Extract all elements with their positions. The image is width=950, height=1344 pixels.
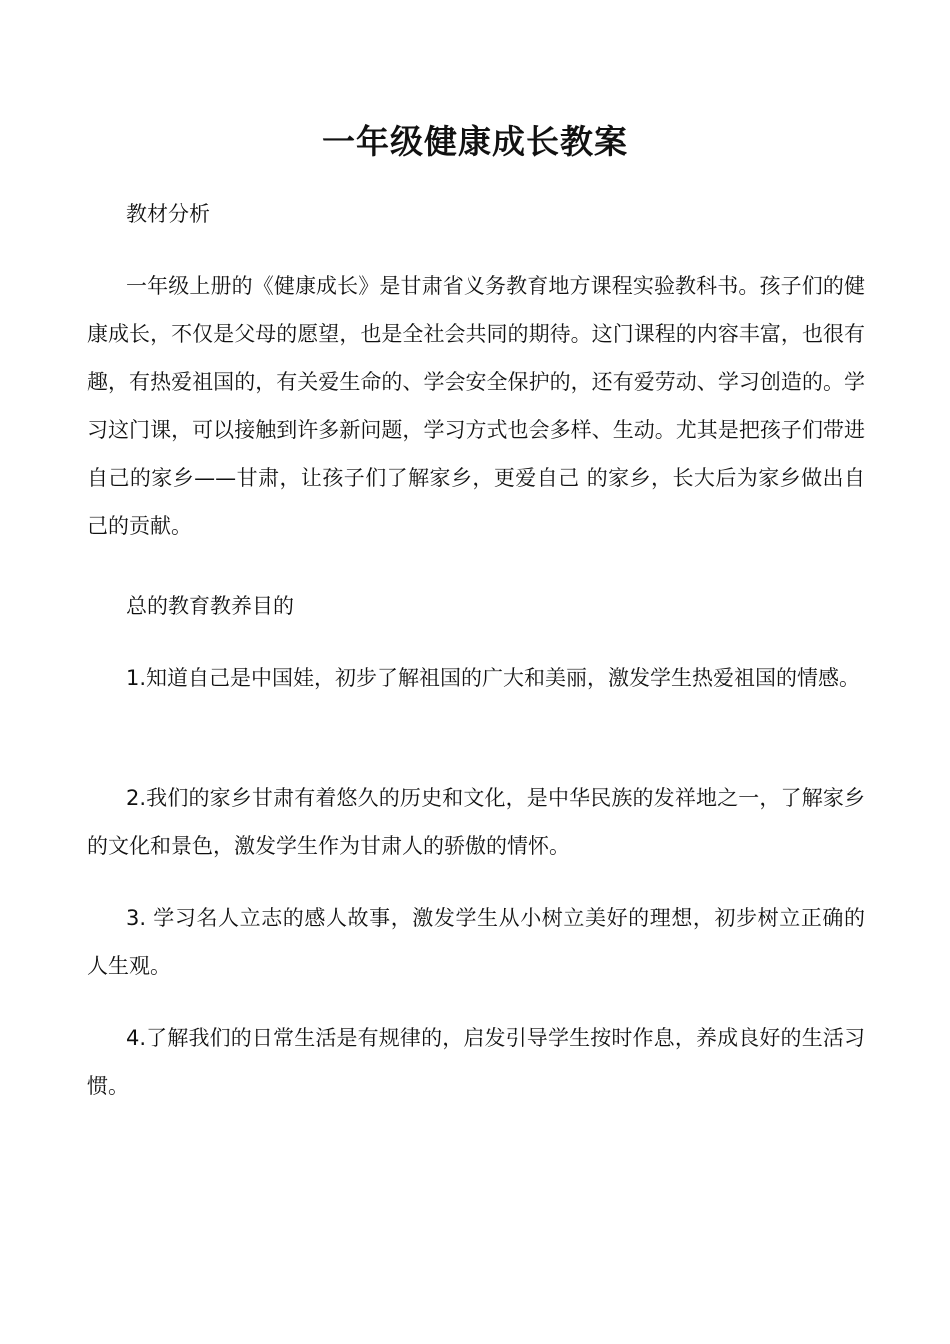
textbook-analysis-paragraph: 一年级上册的《健康成长》是甘肃省义务教育地方课程实验教科书。孩子们的健康成长，不仅是父母的愿望，也是全社会共同的期待。这门课程的内容丰富，也很有趣，有热爱祖国的，有关爱生命的、学会安全保护的，还有爱劳动、学习创造的。学习这门课，可以接触到许多新问题，学习方式也会多样、生动。尤其是把孩子们带进自己的家乡——甘肃，让孩子们了解家乡，更爱自己 的家乡，长大后为家乡做出自己的贡献。 [87,274,865,538]
goal-item-3: 3. 学习名人立志的感人故事，激发学生从小树立美好的理想，初步树立正确的人生观。 [87,906,865,978]
goal-item-1: 1.知道自己是中国娃，初步了解祖国的广大和美丽，激发学生热爱祖国的情感。 [126,666,861,690]
goal-item-4: 4.了解我们的日常生活是有规律的，启发引导学生按时作息，养成良好的生活习惯。 [87,1026,865,1098]
section-heading-education-goals: 总的教育教养目的 [126,594,294,618]
goal-item-2: 2.我们的家乡甘肃有着悠久的历史和文化，是中华民族的发祥地之一，了解家乡的文化和景色，激发学生作为甘肃人的骄傲的情怀。 [87,786,865,858]
section-heading-textbook-analysis: 教材分析 [126,202,210,226]
document-title: 一年级健康成长教案 [322,122,628,161]
